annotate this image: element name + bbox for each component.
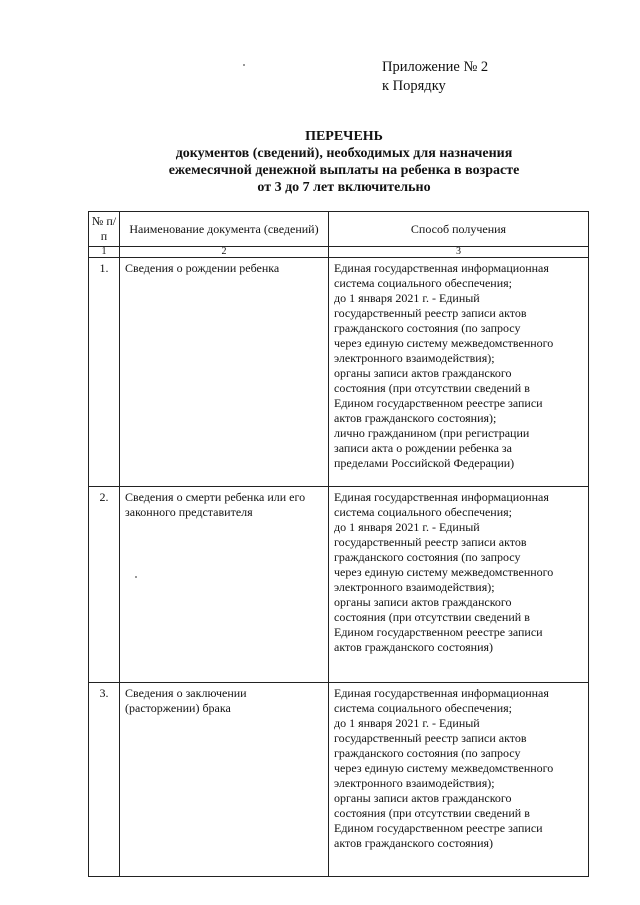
row-document-name: Сведения о заключении (расторжении) брака <box>120 683 329 877</box>
title-line-2: ежемесячной денежной выплаты на ребенка в возрасте <box>168 163 520 178</box>
row-number: 3. <box>89 683 120 877</box>
document-title <box>100 128 588 196</box>
table-row <box>89 487 589 683</box>
header-number: № п/п <box>89 212 120 247</box>
index-cell: 1 <box>89 247 120 258</box>
index-cell: 3 <box>329 247 589 258</box>
scan-speck <box>135 576 137 578</box>
table-header-row <box>89 212 589 247</box>
row-source: Единая государственная информационная система социального обеспечения; до 1 января 2021 г. - Единый государственный реестр записи актов гражданского состояния (по запросу через единую систему межведомственного электронного взаимодействия); органы записи актов гражданского состояния (при отсутствии сведений в Едином государственном реестре записи актов гражданского состояния); лично гражданином (при регистрации записи акта о рождении ребенка за пределами Российской Федерации) <box>329 258 589 487</box>
row-number: 2. <box>89 487 120 683</box>
title-line-1: документов (сведений), необходимых для назначения <box>175 146 513 161</box>
annex-number: Приложение № 2 <box>382 59 489 75</box>
table-row <box>89 683 589 877</box>
title-line-3: от 3 до 7 лет включительно <box>257 180 431 195</box>
index-cell: 2 <box>120 247 329 258</box>
row-number: 1. <box>89 258 120 487</box>
documents-table <box>88 211 589 877</box>
row-source: Единая государственная информационная система социального обеспечения; до 1 января 2021 г. - Единый государственный реестр записи актов гражданского состояния (по запросу через единую систему межведомственного электронного взаимодействия); органы записи актов гражданского состояния (при отсутствии сведений в Едином государственном реестре записи актов гражданского состояния) <box>329 683 589 877</box>
row-source: Единая государственная информационная система социального обеспечения; до 1 января 2021 г. - Единый государственный реестр записи актов гражданского состояния (по запросу через единую систему межведомственного электронного взаимодействия); органы записи актов гражданского состояния (при отсутствии сведений в Едином государственном реестре записи актов гражданского состояния) <box>329 487 589 683</box>
scan-speck <box>243 64 245 66</box>
row-document-name: Сведения о рождении ребенка <box>120 258 329 487</box>
header-document-name: Наименование документа (сведений) <box>120 212 329 247</box>
table-index-row <box>89 247 589 258</box>
table-row <box>89 258 589 487</box>
annex-reference <box>382 58 488 96</box>
title-heading: ПЕРЕЧЕНЬ <box>305 129 383 144</box>
header-source: Способ получения <box>329 212 589 247</box>
annex-procedure: к Порядку <box>382 78 446 94</box>
row-document-name: Сведения о смерти ребенка или его законного представителя <box>120 487 329 683</box>
